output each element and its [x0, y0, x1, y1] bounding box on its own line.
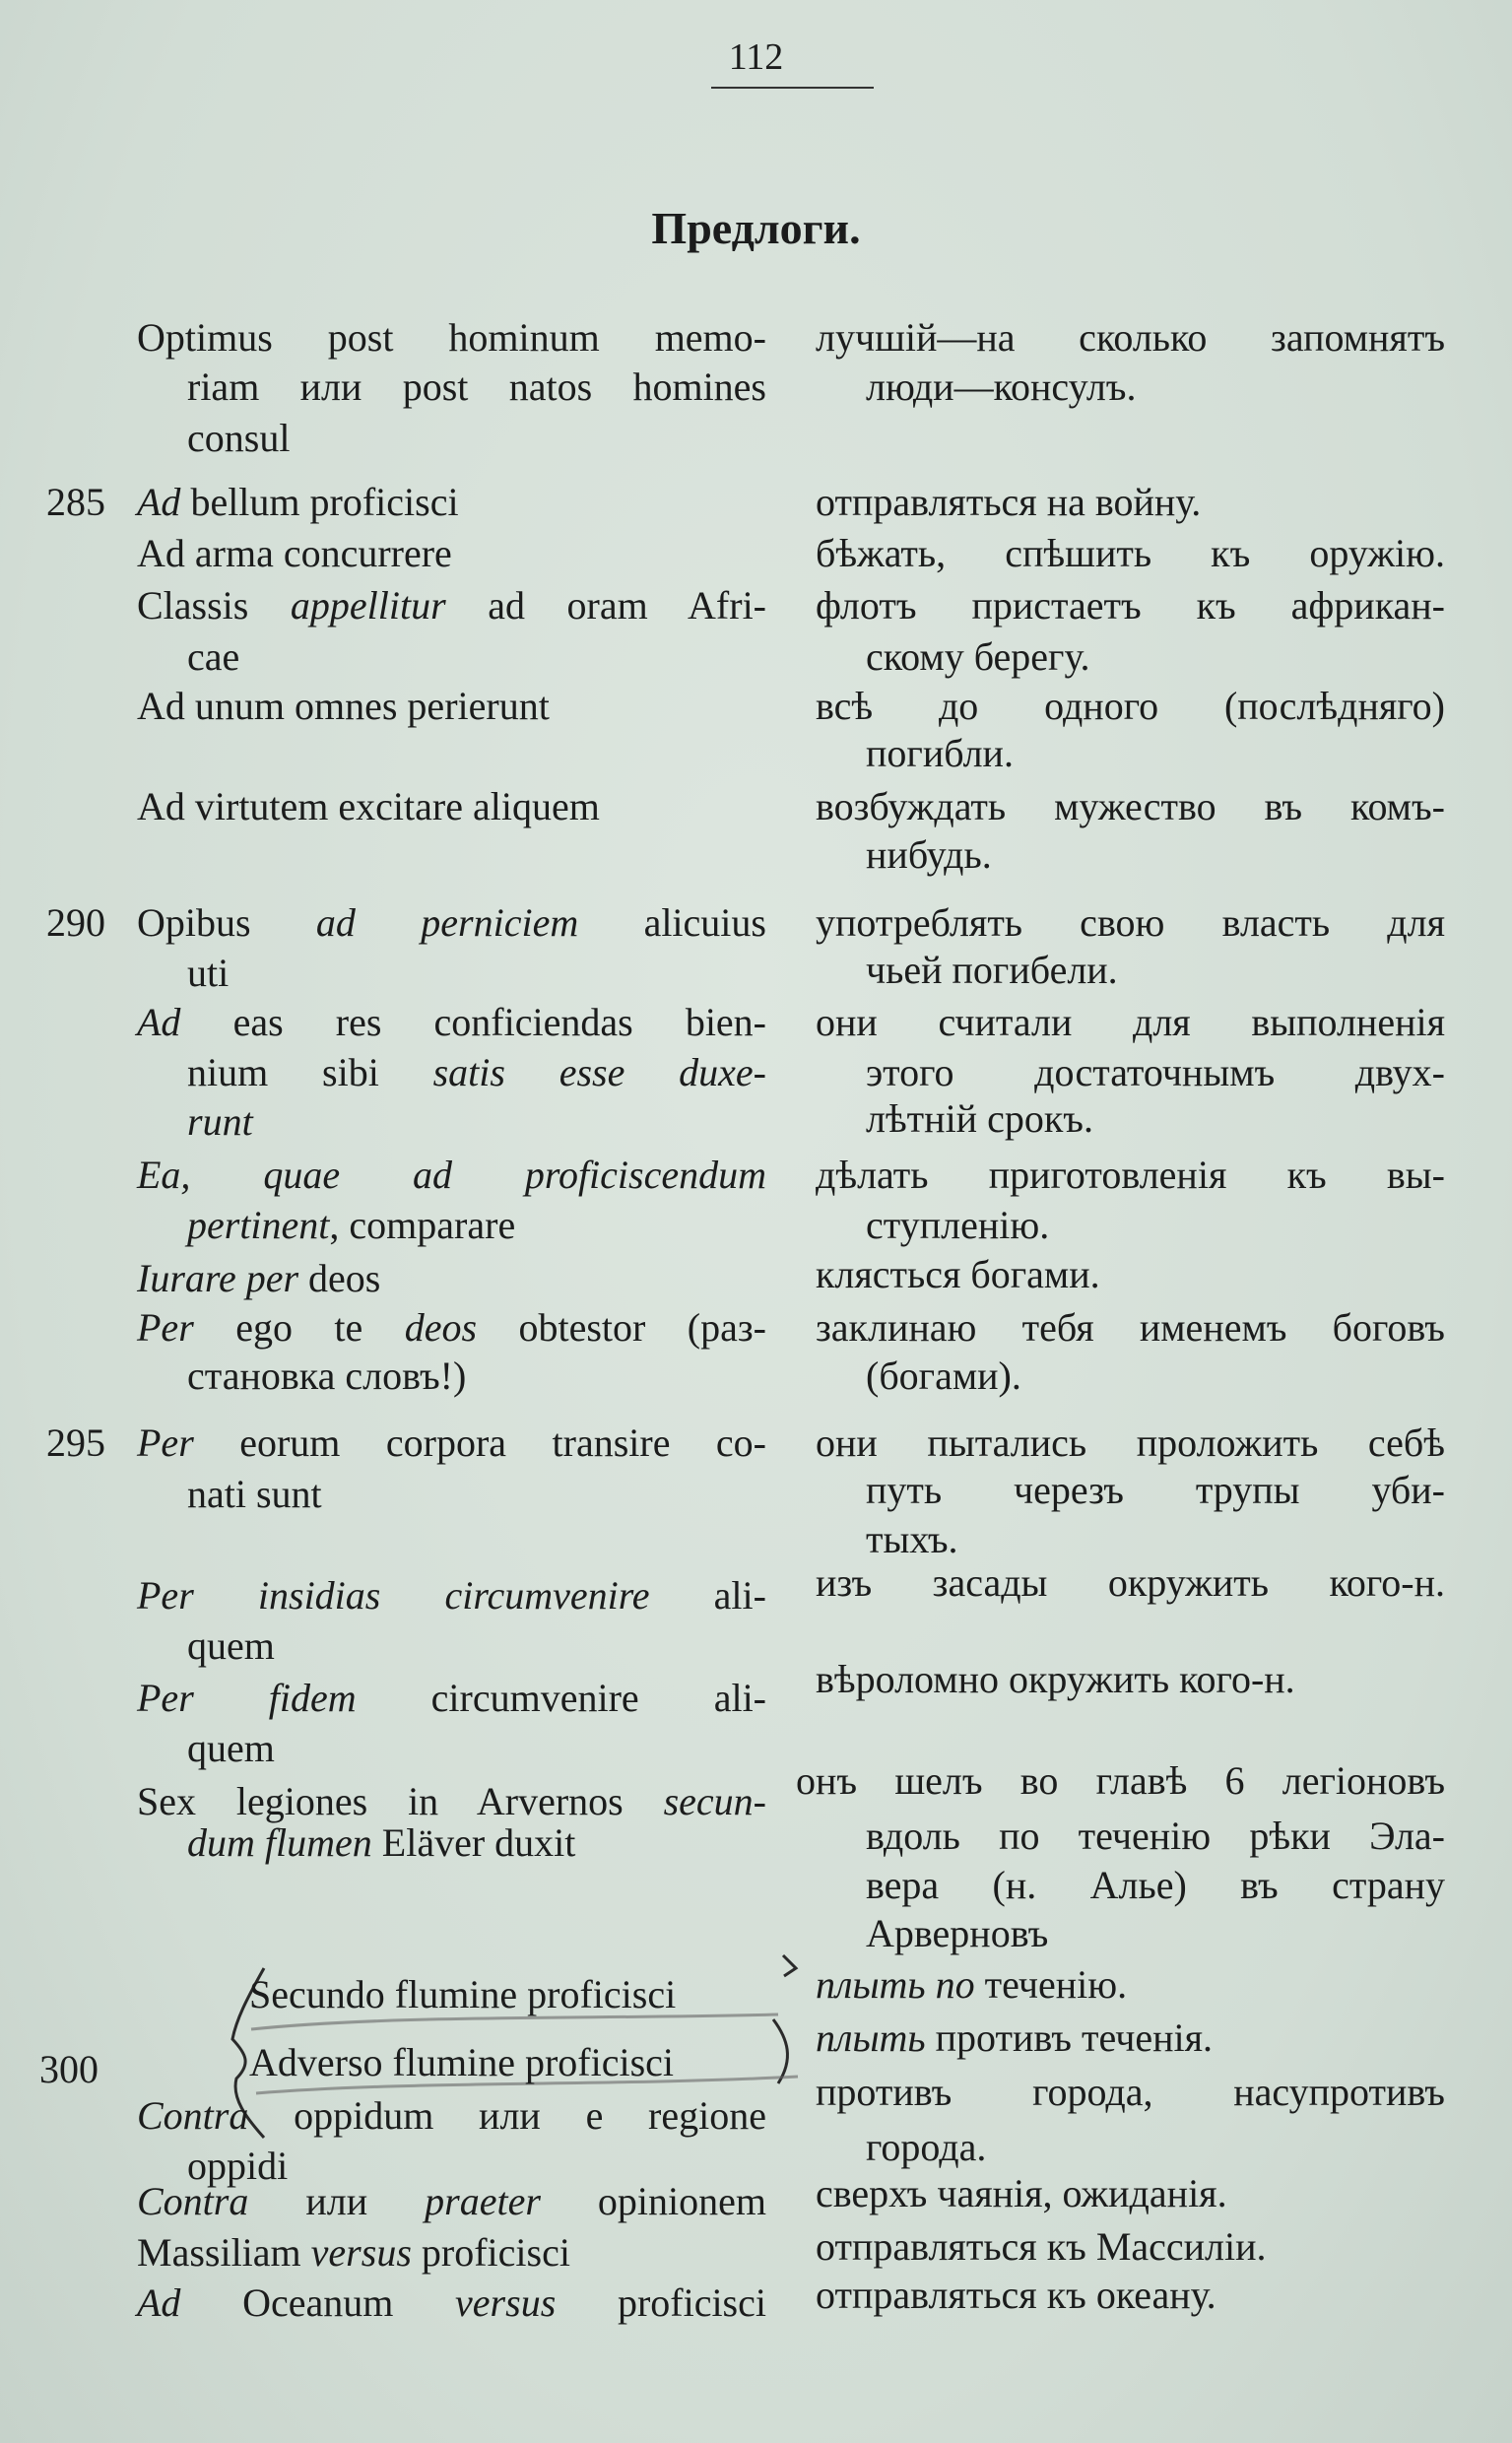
left-line [137, 781, 600, 832]
italic-segment: Iurare per [137, 1256, 299, 1300]
text-segment: лѣтній срокъ. [866, 1096, 1093, 1141]
italic-segment: плыть по [816, 1962, 975, 2007]
text-segment: теченію. [974, 1962, 1128, 2007]
left-line [187, 1096, 253, 1148]
right-line [816, 1557, 1445, 1609]
text-segment: города. [866, 2125, 987, 2169]
text-segment: riam или post natos homines [187, 364, 766, 409]
text-segment: изъ засады окружить кого-н. [816, 1560, 1445, 1605]
italic-segment: Per [137, 1305, 194, 1350]
entry-number: 295 [46, 1420, 105, 1465]
text-segment: eorum corpora transire co- [193, 1420, 766, 1465]
text-segment: oppidum или e regione [248, 2093, 766, 2138]
text-segment: quem [187, 1726, 275, 1770]
italic-segment: Per [137, 1420, 194, 1465]
text-segment: Ad arma concurrere [137, 531, 452, 575]
text-segment: нибудь. [866, 832, 992, 877]
left-line [187, 1817, 575, 1869]
left-line [187, 1469, 322, 1520]
italic-segment: Ea, quae ad proficiscendum [137, 1153, 766, 1197]
text-segment: путь черезъ трупы уби- [866, 1468, 1445, 1512]
entry-number: 300 [39, 2047, 99, 2091]
text-segment: bellum proficisci [180, 480, 459, 524]
right-line [816, 1959, 1127, 2011]
right-line [866, 1908, 1048, 1959]
right-line [866, 362, 1137, 413]
text-segment: противъ города, насупротивъ [816, 2070, 1445, 2114]
text-segment: Adverso flumine proficisci [249, 2040, 674, 2084]
text-segment: uti [187, 951, 230, 995]
text-segment: quem [187, 1623, 275, 1668]
text-segment: proficisci [411, 2230, 570, 2275]
text-segment: eas res conficiendas bien- [180, 1000, 766, 1044]
page-title: Предлоги. [651, 203, 861, 253]
text-segment: клясться богами. [816, 1252, 1100, 1296]
text-segment: становка словъ!) [187, 1354, 467, 1398]
text-segment: Massiliam [137, 2230, 311, 2275]
right-line [816, 2221, 1267, 2273]
text-segment: Classis [137, 583, 291, 627]
left-line [137, 2227, 570, 2278]
right-line [816, 681, 1445, 732]
text-segment: ego te [193, 1305, 405, 1350]
left-line [187, 948, 229, 999]
text-segment: заклинаю тебя именемъ боговъ [816, 1305, 1445, 1350]
text-segment: флотъ пристаетъ къ африкан- [816, 583, 1445, 627]
text-segment: погибли. [866, 731, 1014, 775]
text-segment: alicuius [578, 900, 766, 945]
right-line [816, 580, 1445, 631]
text-segment: дѣлать приготовленія къ вы- [816, 1153, 1445, 1197]
left-line [187, 1200, 515, 1251]
left-line [137, 997, 766, 1048]
text-segment: nati sunt [187, 1472, 322, 1516]
text-segment: Secundo flumine proficisci [249, 1972, 677, 2016]
right-line [816, 781, 1445, 832]
text-segment: возбуждать мужество въ комъ- [816, 784, 1445, 828]
left-line [137, 1570, 766, 1621]
italic-segment: appellitur [290, 583, 446, 627]
left-line [187, 1047, 766, 1098]
text-segment: противъ теченія. [925, 2015, 1213, 2060]
text-segment: чьей погибели. [866, 948, 1118, 992]
text-segment: Арверновъ [866, 1911, 1049, 1955]
italic-segment: Ad [137, 2280, 181, 2325]
italic-segment: dum flumen [187, 1820, 372, 1865]
left-line [137, 2278, 766, 2329]
text-segment: Ad virtutem excitare aliquem [137, 784, 600, 828]
text-segment: ступленію. [866, 1203, 1050, 1247]
right-line [816, 1654, 1295, 1705]
right-line [866, 2122, 986, 2173]
text-segment: Sex legiones in Arvernos [137, 1779, 664, 1823]
text-segment: люди—консулъ. [866, 364, 1137, 409]
text-segment: Optimus post hominum memo- [137, 315, 766, 360]
text-segment: отправляться къ Массиліи. [816, 2224, 1267, 2269]
left-line [249, 2037, 674, 2088]
right-line [866, 1047, 1445, 1098]
text-segment: вѣроломно окружить кого-н. [816, 1657, 1295, 1701]
text-segment: скому берегу. [866, 634, 1090, 679]
right-line [816, 528, 1445, 579]
left-line [137, 681, 550, 732]
right-line [816, 2067, 1445, 2118]
italic-segment: secun- [663, 1779, 766, 1823]
left-line [137, 2090, 766, 2142]
text-segment: тыхъ. [866, 1517, 958, 1561]
right-line [866, 1860, 1445, 1911]
right-line [796, 1755, 1445, 1807]
left-line [137, 477, 459, 528]
right-line [816, 897, 1445, 949]
left-line [137, 312, 766, 363]
right-line [816, 2013, 1213, 2064]
right-line [816, 1150, 1445, 1201]
right-line [866, 1200, 1049, 1251]
right-line [866, 1093, 1093, 1145]
italic-segment: satis esse duxe- [432, 1050, 766, 1094]
italic-segment: Ad [137, 480, 181, 524]
text-segment: ad oram Afri- [445, 583, 766, 627]
text-segment: они пытались проложить себѣ [816, 1420, 1445, 1465]
right-line [816, 2168, 1227, 2219]
italic-segment: плыть [816, 2015, 926, 2060]
left-line [187, 362, 766, 413]
entry-number: 285 [46, 480, 105, 524]
text-segment: Oceanum [180, 2280, 456, 2325]
italic-segment: Contra [137, 2093, 249, 2138]
text-segment: этого достаточнымъ двух- [866, 1050, 1445, 1094]
text-segment: Eläver duxit [371, 1820, 576, 1865]
left-line [137, 1302, 766, 1354]
text-segment: лучшій—на сколько запомнятъ [816, 315, 1445, 360]
text-segment: употреблять свою власть для [816, 900, 1445, 945]
text-segment: вдоль по теченію рѣки Эла- [866, 1814, 1445, 1858]
italic-segment: Contra [137, 2179, 249, 2223]
left-line [137, 2176, 766, 2227]
text-segment: Opibus [137, 900, 316, 945]
text-segment: отправляться къ океану. [816, 2273, 1216, 2317]
text-segment: отправляться на войну. [816, 480, 1202, 524]
left-line [187, 1351, 466, 1402]
left-line [137, 1673, 766, 1724]
left-line [187, 1723, 275, 1774]
left-line [137, 1253, 380, 1304]
left-line [187, 1620, 275, 1672]
italic-segment: pertinent [187, 1203, 330, 1247]
italic-segment: versus [310, 2230, 412, 2275]
italic-segment: praeter [425, 2179, 541, 2223]
text-segment: ali- [649, 1573, 766, 1618]
text-segment: oppidi [187, 2144, 289, 2188]
italic-segment: runt [187, 1099, 253, 1144]
left-line [187, 631, 239, 683]
italic-segment: ad perniciem [315, 900, 579, 945]
text-segment: , comparare [329, 1203, 516, 1247]
text-segment: всѣ до одного (послѣдняго) [816, 684, 1445, 728]
text-segment: nium sibi [187, 1050, 433, 1094]
right-line [866, 945, 1118, 996]
italic-segment: deos [404, 1305, 478, 1350]
left-line [137, 528, 452, 579]
text-segment: сверхъ чаянія, ожиданія. [816, 2171, 1227, 2215]
text-segment: вера (н. Алье) въ страну [866, 1863, 1445, 1907]
italic-segment: versus [455, 2280, 557, 2325]
italic-segment: Per insidias circumvenire [137, 1573, 650, 1618]
text-segment: opinionem [540, 2179, 766, 2223]
right-line [866, 631, 1089, 683]
italic-segment: Ad [137, 1000, 181, 1044]
italic-segment: Per fidem [137, 1676, 357, 1720]
right-line [816, 312, 1445, 363]
left-line [249, 1969, 676, 2020]
left-line [137, 1418, 766, 1469]
left-line [187, 413, 290, 464]
right-line [816, 2270, 1216, 2321]
text-segment: proficisci [556, 2280, 766, 2325]
right-line [816, 997, 1445, 1048]
entry-number: 290 [46, 900, 105, 945]
text-segment: deos [298, 1256, 381, 1300]
text-segment: Ad unum omnes perierunt [137, 684, 550, 728]
text-segment: obtestor (раз- [477, 1305, 766, 1350]
left-line [137, 580, 766, 631]
page-number: 112 [728, 36, 784, 78]
right-line [816, 1249, 1100, 1300]
text-segment: circumvenire ali- [356, 1676, 767, 1720]
text-segment: бѣжать, спѣшить къ оружію. [816, 531, 1445, 575]
text-segment: они считали для выполненія [816, 1000, 1445, 1044]
right-line [816, 1302, 1445, 1354]
right-line [816, 477, 1201, 528]
text-segment: (богами). [866, 1354, 1021, 1398]
right-line [816, 1418, 1445, 1469]
left-line [137, 897, 766, 949]
text-segment: или [248, 2179, 426, 2223]
right-line [866, 1811, 1445, 1862]
right-line [866, 728, 1014, 779]
left-line [137, 1150, 766, 1201]
text-segment: онъ шелъ во главѣ 6 легіоновъ [796, 1758, 1445, 1803]
right-line [866, 1351, 1021, 1402]
text-segment: consul [187, 416, 291, 460]
text-segment: cae [187, 634, 240, 679]
right-line [866, 1465, 1445, 1516]
right-line [866, 829, 992, 881]
